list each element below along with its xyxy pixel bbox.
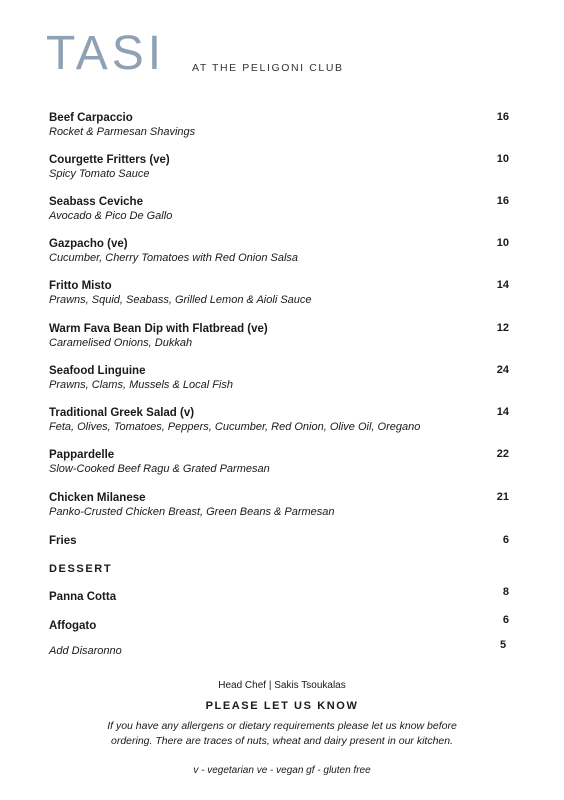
menu-item-description: Prawns, Squid, Seabass, Grilled Lemon & Aioli Sauce [49, 294, 312, 306]
menu-item-description: Caramelised Onions, Dukkah [49, 337, 193, 349]
menu-item-description: Spicy Tomato Sauce [49, 168, 150, 180]
menu-item [49, 237, 509, 266]
menu-item [49, 491, 509, 520]
menu-item-price: 14 [496, 406, 509, 418]
menu-item-name: Fritto Misto [49, 280, 112, 292]
menu-item [49, 111, 509, 140]
menu-item [49, 153, 509, 182]
menu-item-description: Slow-Cooked Beef Ragu & Grated Parmesan [49, 463, 270, 475]
menu-item-name: Warm Fava Bean Dip with Flatbread (ve) [49, 323, 268, 335]
restaurant-subtitle: AT THE PELIGONI CLUB [192, 62, 344, 74]
dessert-item-name: Panna Cotta [49, 591, 117, 603]
dessert-addon: Add Disaronno [49, 645, 122, 657]
menu-item [49, 448, 509, 477]
menu-item [49, 364, 509, 393]
menu-header [46, 28, 526, 80]
menu-item-description: Rocket & Parmesan Shavings [49, 126, 196, 138]
menu-item-price: 21 [496, 491, 509, 503]
restaurant-logo: TASI [46, 27, 166, 80]
menu-item-price: 12 [496, 322, 509, 334]
menu-item-name: Courgette Fritters (ve) [49, 154, 170, 166]
menu-item-price: 24 [496, 364, 509, 376]
dessert-item [49, 614, 509, 633]
dessert-item-price: 8 [502, 586, 509, 598]
allergen-notice-line: ordering. There are traces of nuts, wheat and dairy present in our kitchen. [110, 735, 454, 747]
menu-item-description: Panko-Crusted Chicken Breast, Green Beans & Parmesan [49, 506, 335, 518]
menu-item-name: Seafood Linguine [49, 365, 146, 377]
dessert-item-price: 6 [502, 614, 509, 626]
menu-item-price: 16 [496, 195, 509, 207]
menu-item-name: Seabass Ceviche [49, 196, 143, 208]
menu-item-name: Chicken Milanese [49, 492, 146, 504]
menu-item-description: Feta, Olives, Tomatoes, Peppers, Cucumber, Red Onion, Olive Oil, Oregano [49, 421, 421, 433]
menu-item [49, 534, 509, 548]
menu-item-price: 6 [502, 534, 509, 546]
menu-item-description: Avocado & Pico De Gallo [49, 210, 173, 222]
menu-item-name: Gazpacho (ve) [49, 238, 128, 250]
menu-item-name: Traditional Greek Salad (v) [49, 407, 195, 419]
menu-item-description: Cucumber, Cherry Tomatoes with Red Onion Salsa [49, 252, 299, 264]
menu-item [49, 279, 509, 308]
allergen-notice-line: If you have any allergens or dietary requirements please let us know before [107, 720, 457, 732]
allergen-notice [0, 719, 564, 749]
dessert-section-title: DESSERT [49, 563, 113, 575]
menu-item-description: Prawns, Clams, Mussels & Local Fish [49, 379, 233, 391]
menu-item [49, 406, 509, 435]
dessert-item-name: Affogato [49, 620, 97, 632]
dietary-legend: v - vegetarian ve - vegan gf - gluten free [193, 765, 371, 776]
dessert-item [49, 586, 509, 604]
head-chef-credit: Head Chef | Sakis Tsoukalas [218, 680, 346, 691]
menu-item [49, 195, 509, 224]
dessert-addon-price: 5 [500, 639, 507, 651]
menu-item-price: 10 [496, 237, 509, 249]
menu-item-name: Fries [49, 535, 77, 547]
menu-item-price: 14 [496, 279, 509, 291]
menu-item-name: Pappardelle [49, 449, 115, 461]
please-let-us-know-heading: PLEASE LET US KNOW [205, 700, 359, 712]
menu-item [49, 322, 509, 351]
menu-item-price: 22 [496, 448, 509, 460]
menu-item-name: Beef Carpaccio [49, 112, 133, 124]
menu-item-price: 16 [496, 111, 509, 123]
menu-item-price: 10 [496, 153, 509, 165]
